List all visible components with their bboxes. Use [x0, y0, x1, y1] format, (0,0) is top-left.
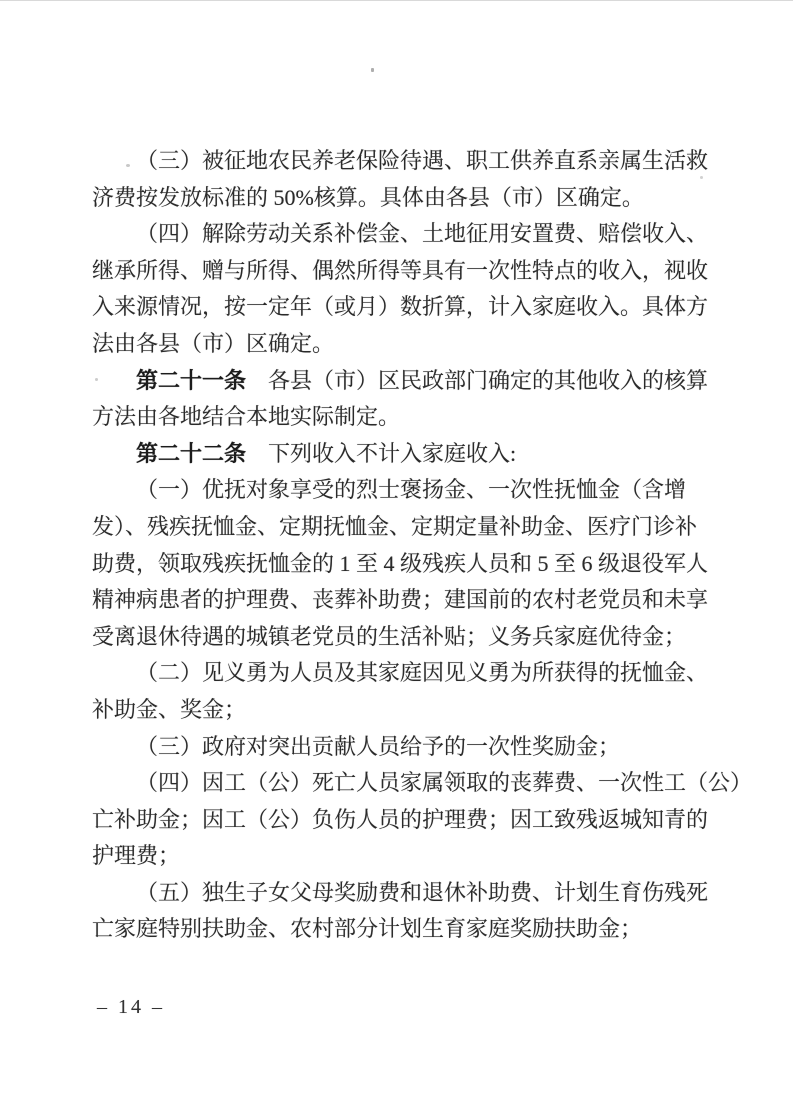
text-line — [92, 582, 732, 619]
text-segment: 法由各县（市）区确定。 — [92, 330, 335, 356]
text-segment: 受离退休待遇的城镇老党员的生活补贴；义务兵家庭优待金； — [92, 623, 687, 649]
text-segment: 助费，领取残疾抚恤金的 1 至 4 级残疾人员和 5 至 6 级退役军人 — [92, 550, 709, 576]
text-segment: 补助金、奖金； — [92, 696, 247, 722]
text-line — [92, 472, 732, 509]
text-segment: 亡家庭特别扶助金、农村部分计划生育家庭奖励扶助金； — [92, 916, 643, 942]
text-segment: （二）见义勇为人员及其家庭因见义勇为所获得的抚恤金、 — [136, 660, 709, 686]
text-line — [92, 619, 732, 656]
paragraph — [92, 363, 732, 436]
paragraph — [92, 472, 732, 655]
paragraph — [92, 216, 732, 362]
text-segment: （四）因工（公）死亡人员家属领取的丧葬费、一次性工（公） — [136, 770, 753, 796]
text-segment: 精神病患者的护理费、丧葬补助费；建国前的农村老党员和未享 — [92, 587, 709, 613]
text-line — [92, 875, 732, 912]
scan-edge-line — [0, 0, 793, 1]
scan-artifact — [371, 68, 374, 72]
text-line — [92, 253, 732, 290]
page-number: – 14 – — [97, 996, 165, 1018]
text-line — [92, 655, 732, 692]
text-line — [92, 911, 732, 948]
text-line — [92, 838, 732, 875]
clause-heading: 第二十一条 — [136, 367, 247, 393]
text-line — [92, 216, 732, 253]
paragraph — [92, 143, 732, 216]
clause-heading: 第二十二条 — [136, 440, 247, 466]
paragraph — [92, 765, 753, 875]
text-segment: 继承所得、赠与所得、偶然所得等具有一次性特点的收入，视收 — [92, 257, 709, 283]
text-line — [92, 399, 732, 436]
text-segment: （三）政府对突出贡献人员给予的一次性奖励金； — [136, 733, 621, 759]
text-segment: （三）被征地农民养老保险待遇、职工供养直系亲属生活救 — [136, 148, 709, 173]
text-segment: 各县（市）区民政部门确定的其他收入的核算 — [246, 367, 709, 393]
text-line — [92, 729, 732, 766]
document-body — [92, 143, 753, 948]
text-line — [92, 765, 753, 802]
text-segment: 济费按发放标准的 50%核算。具体由各县（市）区确定。 — [92, 184, 644, 210]
text-segment: 入来源情况，按一定年（或月）数折算，计入家庭收入。具体方 — [92, 294, 709, 320]
text-segment: 护理费； — [92, 843, 181, 869]
text-line — [92, 326, 732, 363]
text-segment: 下列收入不计入家庭收入: — [246, 440, 517, 466]
text-line — [92, 363, 732, 400]
text-line — [92, 546, 732, 583]
paragraph — [92, 729, 732, 766]
text-segment: 发）、残疾抚恤金、定期抚恤金、定期定量补助金、医疗门诊补 — [92, 513, 698, 539]
paragraph — [92, 655, 732, 728]
text-segment: 方法由各地结合本地实际制定。 — [92, 404, 401, 430]
text-line — [92, 802, 732, 839]
text-segment: 亡补助金；因工（公）负伤人员的护理费；因工致残返城知青的 — [92, 806, 709, 832]
text-segment: （五）独生子女父母奖励费和退休补助费、计划生育伤残死 — [136, 879, 709, 905]
paragraph — [92, 436, 732, 473]
text-segment: （一）优抚对象享受的烈士褒扬金、一次性抚恤金（含增 — [136, 477, 687, 503]
paragraph — [92, 875, 732, 948]
text-line — [92, 436, 732, 473]
text-line — [92, 509, 732, 546]
text-line — [92, 180, 732, 217]
text-line — [92, 692, 732, 729]
text-line — [92, 289, 732, 326]
text-line — [92, 143, 732, 180]
text-segment: （四）解除劳动关系补偿金、土地征用安置费、赔偿收入、 — [136, 221, 709, 247]
